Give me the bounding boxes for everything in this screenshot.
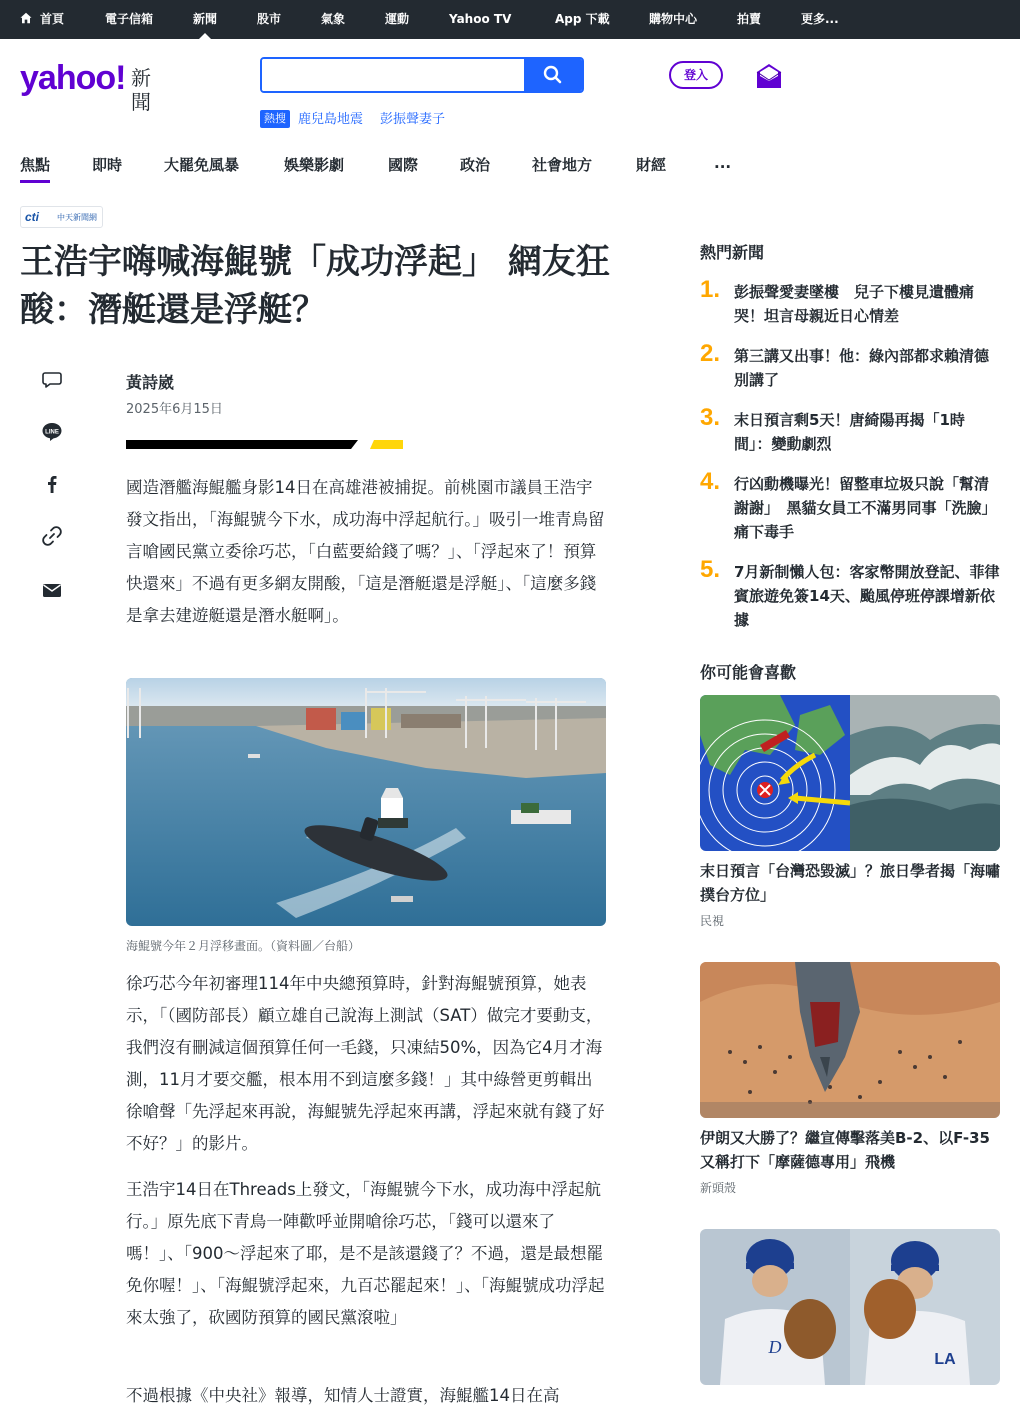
topnav-sports[interactable]: 運動 — [385, 12, 410, 26]
category-tab-entertainment[interactable]: 娛樂影劇 — [284, 156, 345, 174]
facebook-share-button[interactable] — [40, 472, 64, 496]
category-tab-world[interactable]: 國際 — [388, 156, 419, 174]
recommend-image[interactable] — [700, 962, 1000, 1118]
article-paragraph: 王浩宇14日在Threads上發文，「海鯤號今下水，成功海中浮起航行。」原先底下青鳥一陣歡呼並開嗆徐巧芯，「錢可以還來了嗎！」、「900～浮起來了耶，是不是該還錢了？不過，還是最想罷免你喔！」、「海鯤號浮起來，九百芯罷起來！」、「海鯤號成功浮起來太強了，砍國防預算的國民黨滾啦」 — [126, 1180, 605, 1327]
topnav-app-download[interactable]: App 下載 — [555, 12, 610, 26]
topnav-label: 首頁 — [40, 12, 65, 26]
article-date: 2025年6月15日 — [126, 402, 223, 417]
mail-icon — [756, 63, 782, 89]
provider-logo[interactable] — [20, 206, 103, 228]
comment-button[interactable] — [40, 368, 64, 392]
hot-news-rank: 3. — [700, 404, 721, 431]
hot-news-item[interactable] — [700, 340, 1000, 394]
topnav-yahoo-tv[interactable]: Yahoo TV — [449, 12, 512, 26]
hot-news-rank: 2. — [700, 340, 721, 367]
hot-news-heading: 熱門新聞 — [700, 243, 765, 262]
recommend-title[interactable]: 伊朗又大勝了？繼宣傳擊落美B-2、以F-35又稱打下「摩薩德專用」飛機 — [700, 1129, 990, 1171]
logo-section-label: 新聞 — [131, 66, 151, 114]
trending-link[interactable]: 鹿兒島地震 — [298, 112, 364, 127]
trending-badge: 熱搜 — [260, 110, 290, 128]
recommend-heading: 你可能會喜歡 — [700, 663, 797, 682]
category-tab-politics[interactable]: 政治 — [460, 156, 491, 174]
topnav-shopping[interactable]: 購物中心 — [649, 12, 698, 26]
hot-news-title: 行凶動機曝光！留整車垃圾只說「幫清謝謝」 黑貓女員工不滿男同事「洗臉」痛下毒手 — [734, 475, 997, 541]
topnav-weather[interactable]: 氣象 — [321, 12, 346, 26]
hot-news-rank: 4. — [700, 468, 721, 495]
login-button[interactable]: 登入 — [669, 61, 723, 89]
article-title: 王浩宇嗨喊海鯤號「成功浮起」 網友狂酸：潛艇還是浮艇？ — [20, 242, 610, 330]
article-photo[interactable] — [126, 678, 606, 926]
topnav-auction[interactable]: 拍賣 — [737, 12, 762, 26]
hot-news-title: 末日預言剩5天！唐綺陽再揭「1時間」：變動劇烈 — [734, 411, 965, 453]
logo-wordmark: yahoo! — [20, 59, 126, 97]
topnav-news[interactable]: 新聞 — [193, 0, 217, 39]
decorative-rule — [126, 440, 358, 449]
svg-text:LINE: LINE — [45, 429, 59, 436]
mail-button[interactable] — [756, 63, 782, 89]
category-tab-recall[interactable]: 大罷免風暴 — [164, 156, 240, 174]
top-navigation-bar — [0, 0, 1020, 39]
article-paragraph: 徐巧芯今年初審理114年中央總預算時，針對海鯤號預算，她表示，「（國防部長）顧立雄自己說海上測試（SAT）做完才要動支，我們沒有刪減這個預算任何一毛錢，只凍結50%，因為它4月才海測，11月才要交艦，根本用不到這麼多錢！」其中綠營更剪輯出徐嗆聲「先浮起來再說，海鯤號先浮起來再講，浮起來就有錢了好不好？」的影片。 — [126, 974, 605, 1153]
hot-news-title: 7月新制懶人包：客家幣開放登記、菲律賓旅遊免簽14天、颱風停班停課增新依據 — [734, 563, 1000, 629]
hot-news-title: 彭振聲愛妻墜樓 兒子下樓見遺體痛哭！坦言母親近日心情差 — [734, 283, 975, 325]
link-icon — [40, 524, 64, 548]
search-box — [260, 57, 584, 93]
hot-news-item[interactable] — [700, 468, 1000, 546]
email-share-button[interactable] — [40, 578, 64, 602]
trending-link[interactable]: 彭振聲妻子 — [380, 112, 446, 127]
comment-icon — [40, 368, 64, 392]
category-tab-finance[interactable]: 財經 — [636, 156, 667, 174]
topnav-home[interactable] — [20, 0, 64, 39]
recommend-source: 民視 — [700, 914, 725, 928]
recommend-image[interactable] — [700, 695, 1000, 851]
hot-news-title: 第三講又出事！他：綠內部都求賴清德別講了 — [734, 347, 990, 389]
tsunami-map-image — [700, 695, 1000, 851]
category-tab-society[interactable]: 社會地方 — [532, 156, 593, 174]
home-icon — [20, 12, 32, 24]
topnav-more[interactable]: 更多... — [801, 12, 839, 26]
decorative-rule-accent — [370, 440, 403, 449]
hot-news-rank: 5. — [700, 556, 721, 583]
wreckage-photo-image — [700, 962, 1000, 1118]
article-author: 黃詩崴 — [126, 373, 175, 392]
copy-link-button[interactable] — [40, 524, 64, 548]
topnav-mail[interactable]: 電子信箱 — [105, 12, 154, 26]
hot-news-item[interactable] — [700, 556, 1000, 634]
line-icon — [40, 420, 64, 444]
hot-news-item[interactable] — [700, 276, 1000, 330]
category-tab-realtime[interactable]: 即時 — [92, 156, 123, 174]
svg-text:LA: LA — [934, 1351, 956, 1368]
trending-searches — [260, 110, 462, 130]
article-paragraph: 不過根據《中央社》報導，知情人士證實，海鯤艦14日在高 — [126, 1386, 560, 1405]
recommend-title[interactable]: 末日預言「台灣恐毀滅」？旅日學者揭「海嘯撲台方位」 — [700, 862, 1001, 904]
search-icon — [524, 59, 582, 91]
photo-caption: 海鯤號今年２月浮移畫面。（資料圖／台船） — [126, 939, 361, 953]
recommend-source: 新頭殼 — [700, 1181, 737, 1195]
svg-text:D: D — [768, 1337, 782, 1357]
article-paragraph: 國造潛艦海鯤艦身影14日在高雄港被捕捉。前桃園市議員王浩宇發文指出，「海鯤號今下水，成功海中浮起航行。」吸引一堆青鳥留言嗆國民黨立委徐巧芯，「白藍要給錢了嗎？」、「浮起來了！預算快還來」不過有更多網友開酸，「這是潛艇還是浮艇」、「這麼多錢是拿去建遊艇還是潛水艇啊」。 — [126, 478, 605, 625]
provider-name: 中天新聞網 — [57, 213, 97, 222]
mail-icon — [40, 578, 64, 602]
category-tab-more[interactable]: ... — [714, 154, 732, 172]
baseball-players-image — [700, 1229, 1000, 1385]
hot-news-rank: 1. — [700, 276, 721, 303]
submarine-photo-image — [126, 678, 606, 926]
search-input[interactable] — [262, 59, 526, 91]
line-share-button[interactable] — [40, 420, 64, 444]
facebook-icon — [40, 472, 64, 496]
provider-mark: cti — [25, 210, 40, 224]
category-tab-focus[interactable]: 焦點 — [20, 154, 50, 183]
hot-news-item[interactable] — [700, 404, 1000, 458]
recommend-image[interactable] — [700, 1229, 1000, 1385]
topnav-stock[interactable]: 股市 — [257, 12, 282, 26]
search-button[interactable] — [524, 59, 582, 91]
category-navigation — [0, 150, 1020, 184]
